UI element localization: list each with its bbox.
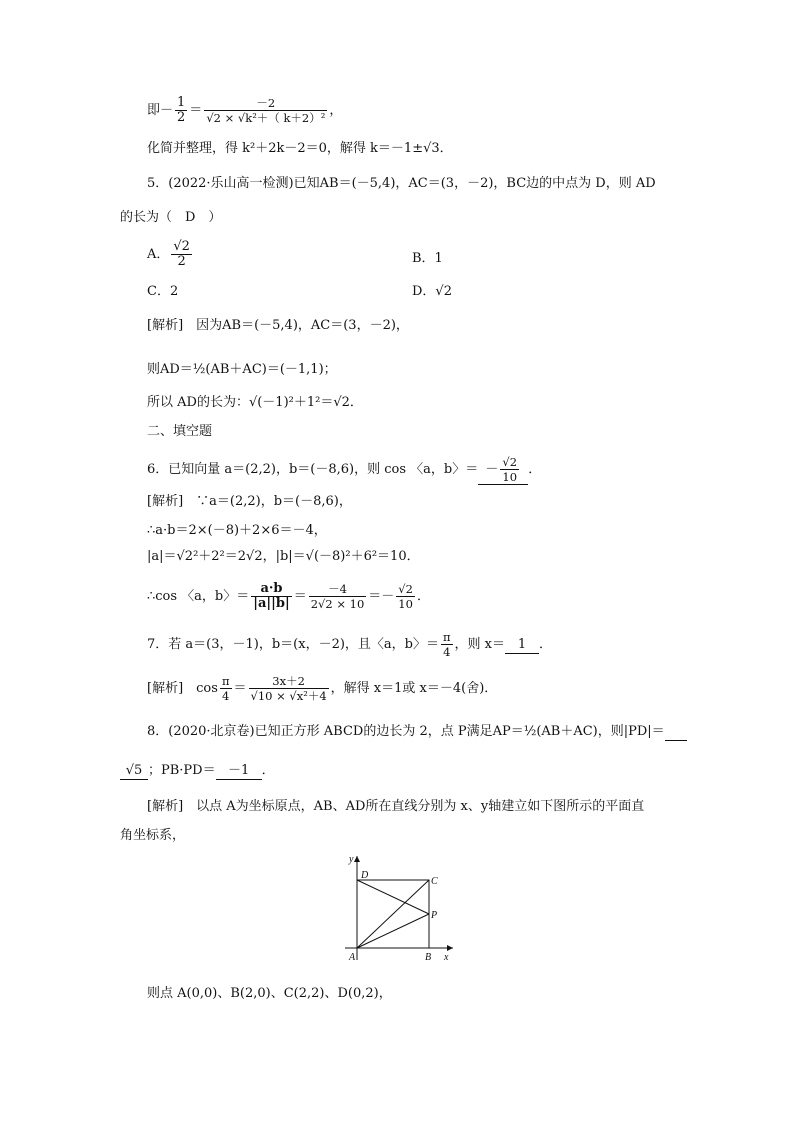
label-c: C — [431, 876, 438, 887]
square-coordinate-figure — [335, 848, 460, 966]
answer-blank: √5 — [120, 763, 148, 780]
segment-ap — [357, 914, 429, 948]
answer-blank: －1 — [216, 763, 262, 780]
label-a: A — [349, 952, 356, 963]
question-6: 6．已知向量 a＝(2,2)，b＝(－8,6)，则 cos 〈a，b〉＝ － $\frac{√2}{10}$ ． — [147, 455, 542, 484]
solution-5-line3: 所以 AD的长为：√(－1)²＋1²＝√2． — [147, 395, 363, 410]
fraction: $\frac{-2}{\text{√2 × √k²＋（ k＋2）²}}$ — [206, 96, 326, 125]
fraction: $\frac{-4}{2√2 \times 10}$ — [310, 582, 365, 611]
label-d: D — [361, 870, 369, 881]
option-d: D．√2 — [412, 284, 452, 299]
fraction: $\frac{\pi}{4}$ — [221, 674, 230, 703]
question-8-line2: √5 ；PB·PD＝ －1 ． — [120, 761, 275, 781]
x-axis-arrow — [447, 945, 453, 951]
option-a: A． $\frac{√2}{2}$ — [147, 239, 190, 269]
fraction: $\frac{\pi}{4}$ — [442, 630, 451, 659]
segment-dp — [357, 880, 429, 914]
solution-6-line2: ∴a·b＝2×(－8)＋2×6＝－4， — [147, 523, 327, 538]
fraction: $\frac{a\cdot b}{|a||b|}$ — [253, 581, 290, 611]
label-p: P — [431, 910, 438, 921]
label-y: y — [349, 854, 354, 865]
question-8-line1: 8．(2020·北京卷)已知正方形 ABCD的边长为 2，点 P满足AP＝½(AB＋AC)，则|PD|＝ — [147, 722, 687, 742]
answer-blank — [665, 724, 687, 741]
text-line: 化简并整理，得 k²＋2k－2＝0，解得 k＝－1±√3． — [147, 141, 453, 156]
solution-6-line1: [解析] ∵a＝(2,2)，b＝(－8,6)， — [147, 494, 352, 509]
solution-7: [解析] cos $\frac{\pi}{4}$ ＝ $\frac{3x+2}{\text{√10 × √x²＋4}}$ ，解得 x＝1或 x＝－4(舍)． — [147, 674, 498, 703]
solution-6-line3: |a|＝√2²＋2²＝2√2，|b|＝√(－8)²＋6²＝10． — [147, 549, 420, 564]
question-5-stem: 5．(2022·乐山高一检测)已知AB＝(－5,4)，AC＝(3，－2)，BC边的中点为 D，则 AD — [147, 176, 656, 191]
answer-blank: 1 — [505, 637, 539, 654]
answer-blank: － $\frac{√2}{10}$ — [478, 455, 528, 485]
label-b: B — [425, 952, 432, 963]
section-heading: 二、填空题 — [147, 424, 213, 439]
equation-line — [147, 96, 342, 125]
question-7: 7．若 a＝(3，－1)，b＝(x，－2)，且〈a，b〉＝ $\frac{\pi}{4}$ ，则 x＝ 1 ． — [147, 630, 553, 659]
fraction: $\frac{√2}{2}$ — [173, 239, 190, 269]
text: ＝ — [189, 103, 203, 118]
label-x: x — [444, 952, 449, 963]
fraction: $\frac{1}{2}$ — [177, 95, 186, 125]
fraction: $\frac{3x+2}{\text{√10 × √x²＋4}}$ — [250, 674, 327, 703]
y-axis-arrow — [354, 856, 360, 862]
question-5-stem-cont: 的长为（ D ） — [120, 210, 222, 225]
option-c: C．2 — [147, 284, 179, 299]
segment-ac — [357, 880, 429, 948]
solution-5-line1: [解析] 因为AB＝(－5,4)，AC＝(3，－2)， — [147, 318, 409, 333]
text: 即－ — [147, 103, 174, 118]
solution-5-line2: 则AD＝½(AB＋AC)＝(－1,1)； — [147, 362, 337, 377]
solution-8-line1: [解析] 以点 A为坐标原点，AB、AD所在直线分别为 x、y轴建立如下图所示的平面直 — [147, 799, 645, 814]
text: ， — [329, 103, 343, 118]
solution-8-line3: 则点 A(0,0)、B(2,0)、C(2,2)、D(0,2)， — [147, 986, 392, 1001]
fraction: $\frac{√2}{10}$ — [398, 582, 413, 611]
option-b: B．1 — [412, 251, 443, 266]
solution-8-line2: 角坐标系， — [120, 828, 186, 843]
solution-6-line4: ∴cos 〈a，b〉＝ $\frac{a\cdot b}{|a||b|}$ ＝ $\frac{-4}{2√2 \times 10}$ ＝－ $\frac{√2}{10}$ ． — [147, 581, 430, 611]
